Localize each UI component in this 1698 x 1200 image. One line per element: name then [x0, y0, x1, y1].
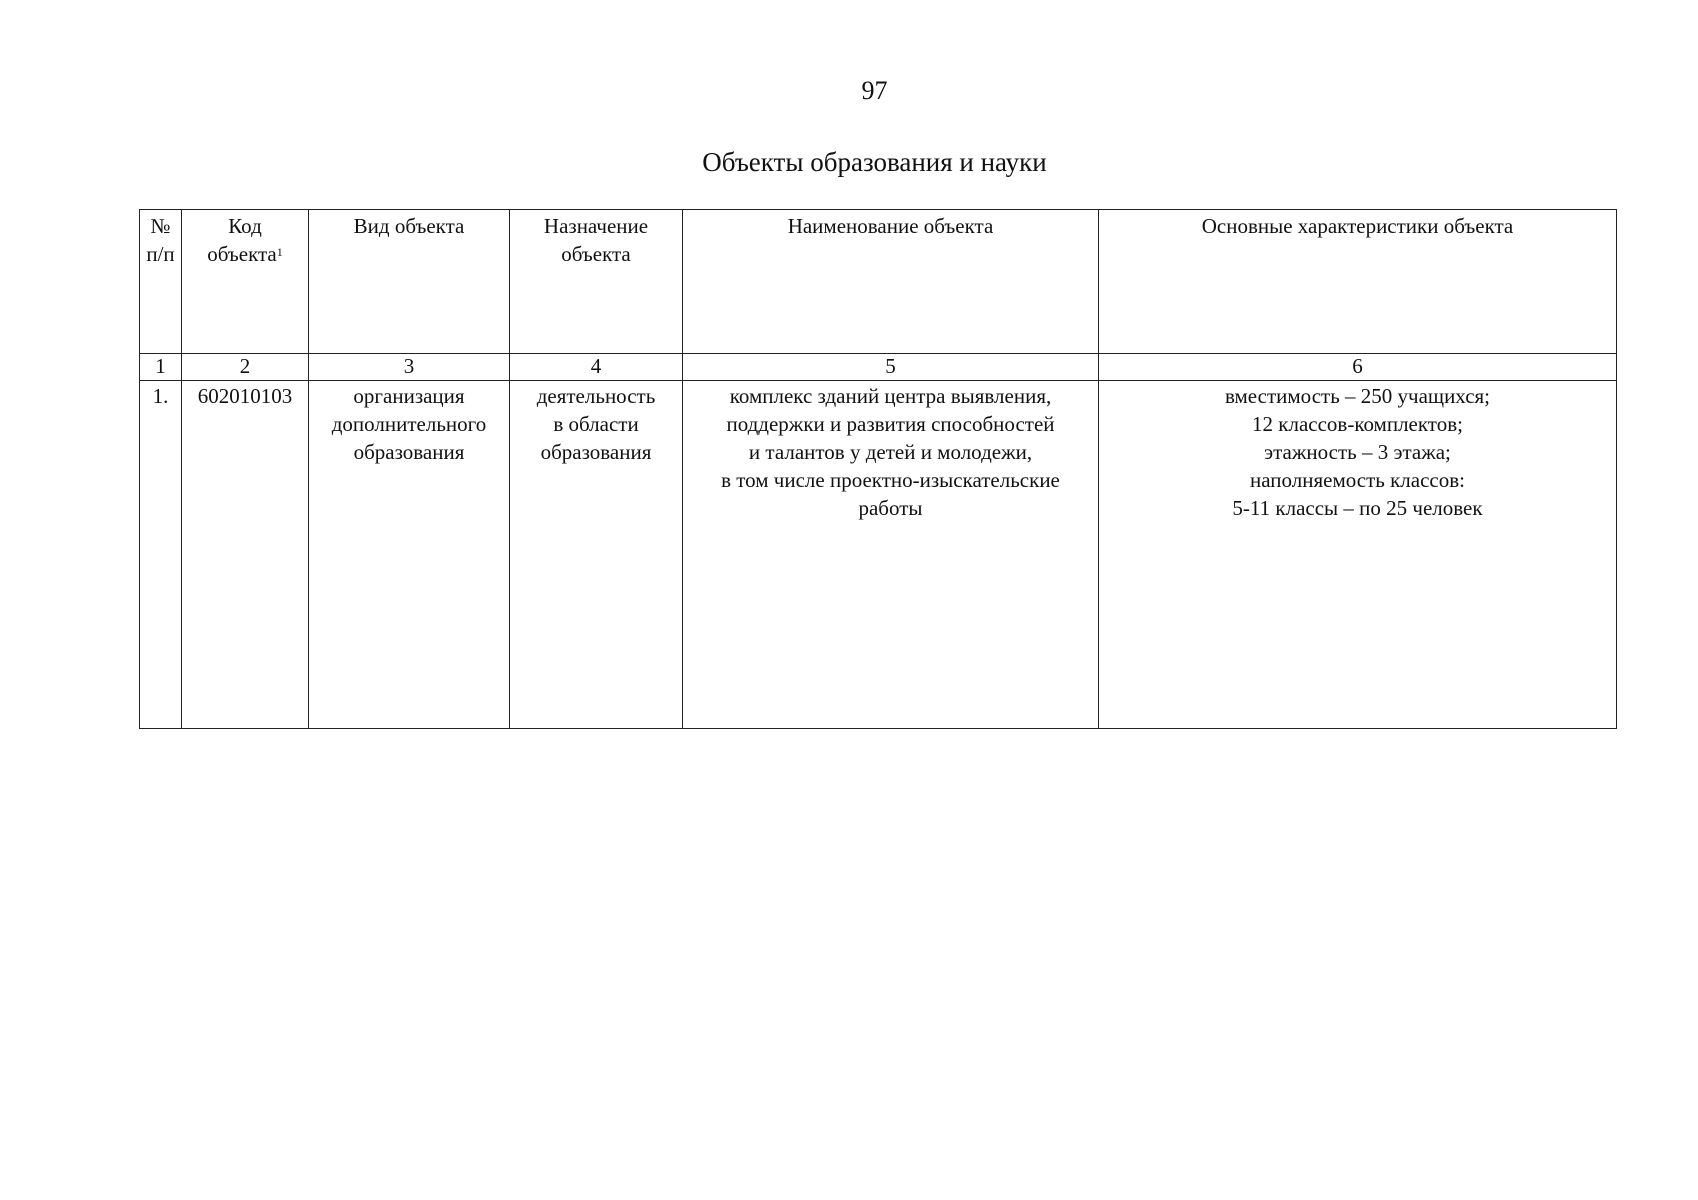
cell-name: комплекс зданий центра выявления, поддержки и развития способностей и талантов у детей и молодежи, в том числе проектно-изыскательские работы [683, 381, 1099, 729]
header-code [182, 210, 309, 354]
column-number-row [140, 354, 1617, 381]
column-number: 6 [1099, 354, 1617, 381]
header-purpose: Назначение объекта [510, 210, 683, 354]
header-code-label: Код объекта [207, 214, 277, 266]
objects-table [139, 209, 1617, 729]
cell-characteristics: вместимость – 250 учащихся; 12 классов-комплектов; этажность – 3 этажа; наполняемость классов: 5-11 классы – по 25 человек [1099, 381, 1617, 729]
column-number: 4 [510, 354, 683, 381]
cell-purpose: деятельность в области образования [510, 381, 683, 729]
header-num: № п/п [140, 210, 182, 354]
table-header-row [140, 210, 1617, 354]
column-number: 2 [182, 354, 309, 381]
column-number: 3 [309, 354, 510, 381]
column-number: 1 [140, 354, 182, 381]
header-characteristics: Основные характеристики объекта [1099, 210, 1617, 354]
column-number: 5 [683, 354, 1099, 381]
cell-num: 1. [140, 381, 182, 729]
page-number: 97 [861, 76, 888, 105]
header-name: Наименование объекта [683, 210, 1099, 354]
cell-kind: организация дополнительного образования [309, 381, 510, 729]
footnote-marker: 1 [276, 245, 283, 259]
header-kind: Вид объекта [309, 210, 510, 354]
cell-code: 602010103 [182, 381, 309, 729]
page-title: Объекты образования и науки [702, 147, 1047, 177]
table-row [140, 381, 1617, 729]
